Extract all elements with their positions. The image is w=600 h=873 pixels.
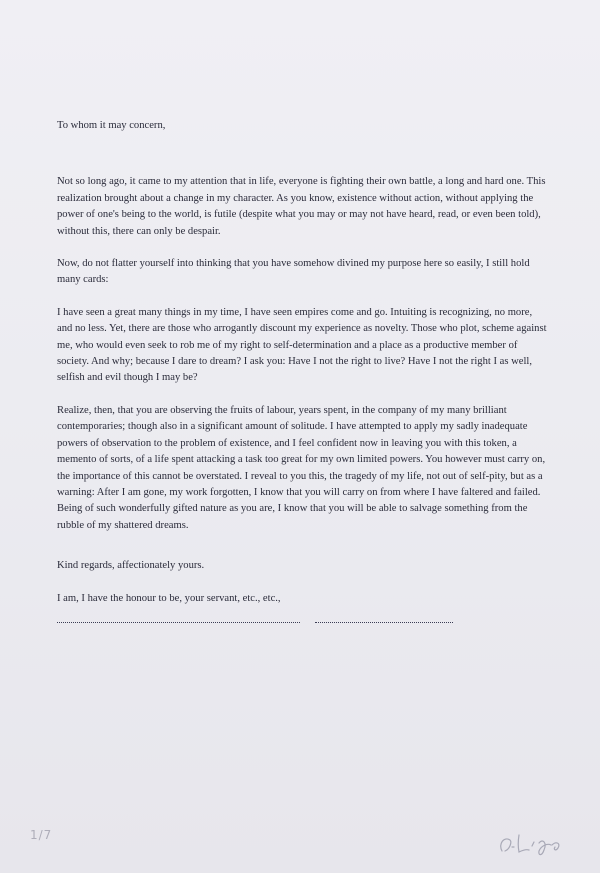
paragraph-4: Realize, then, that you are observing the fruits of labour, years spent, in the company of my many brilliant contemporaries; though also in a significant amount of solitude. I have attempted to apply my sadly inadequate powers of observation to the problem of existence, and I feel confident now in leaving you with this token, a memento of sorts, of a life spent attacking a task too great for my own limited powers. You however must carry on, the importance of this cannot be overstated. I reveal to you this, the tragedy of my life, not out of self-pity, but as a warning: After I am gone, my work forgotten, I know that you will carry on from where I have faltered and failed. Being of such wonderfully gifted nature as you are, I know that you will be able to salvage something from the rubble of my shattered dreams. <box>57 404 546 531</box>
salutation: To whom it may concern, <box>57 120 166 131</box>
paragraph-1: Not so long ago, it came to my attention that in life, everyone is fighting their own battle, a long and hard one. This realization brought about a change in my character. As you know, existence without action, without applying the power of one's being to the world, is futile (despite what you may or may not have heard, read, or even been told), without this, there can only be despair. <box>57 176 546 237</box>
edition-number: 1/7 <box>30 828 53 842</box>
honour-line: I am, I have the honour to be, your servant, etc., etc., <box>57 592 281 604</box>
handwritten-signature <box>492 826 572 860</box>
paragraph-2: Now, do not flatter yourself into thinking that you have somehow divined my purpose here so easily, I still hold many cards: <box>57 258 530 286</box>
signature-line-date <box>315 612 453 623</box>
signature-line-name <box>57 612 300 623</box>
letter-body <box>57 118 547 607</box>
signature-lines <box>57 612 477 626</box>
paragraph-3: I have seen a great many things in my time, I have seen empires come and go. Intuiting is recognizing, no more, and no less. Yet, there are those who arrogantly discount my experience as novelty. Those who plot, scheme against me, who would even seek to rob me of my right to self-determination and a place as a productive member of society. And why; because I dare to dream? I ask you: Have I not the right to live? Have I not the right I as well, selfish and evil though I may be? <box>57 306 547 384</box>
closing-line: Kind regards, affectionately yours. <box>57 560 205 572</box>
